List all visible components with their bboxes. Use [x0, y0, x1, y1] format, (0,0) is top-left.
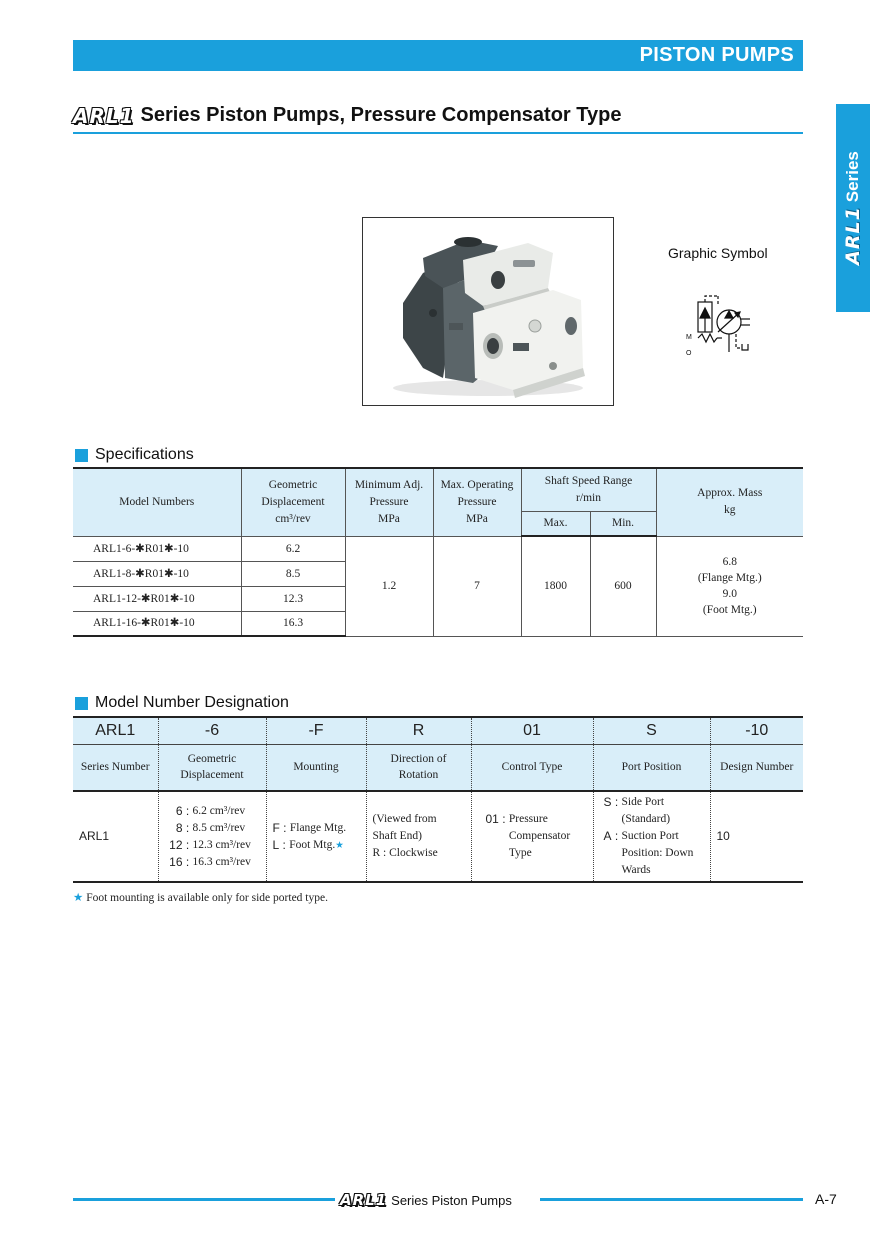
footnote [73, 890, 328, 904]
list-item: 8 : 8.5 cm³/rev [175, 820, 246, 835]
col-min-pressure-unit: MPa [378, 512, 400, 525]
list-item: S : Side Port (Standard) [603, 795, 671, 825]
side-tab-text [836, 104, 870, 312]
side-tab-series: Series [843, 151, 862, 203]
col-shaft-speed [521, 468, 656, 511]
head-displacement [158, 744, 266, 791]
mass-foot-label: (Foot Mtg.) [702, 604, 757, 616]
design-value: 10 [710, 791, 803, 882]
header-title: PISTON PUMPS [639, 44, 794, 66]
head-rotation-line1: Direction of [390, 753, 447, 766]
footnote-text: Foot mounting is available only for side ported type. [86, 892, 328, 904]
head-series: Series Number [73, 744, 158, 791]
graphic-symbol-label: Graphic Symbol [668, 245, 768, 261]
code-control: 01 [471, 717, 593, 744]
col-speed-min: Min. [590, 511, 656, 536]
title-logo: ARL1 [73, 104, 135, 128]
series-value: ARL1 [73, 791, 158, 882]
head-mounting: Mounting [266, 744, 366, 791]
col-min-pressure [345, 468, 433, 536]
page-footer [73, 1192, 803, 1208]
col-shaft-speed-unit: r/min [576, 491, 601, 504]
star-icon: ★ [335, 839, 344, 851]
cell-min-pressure: 1.2 [345, 536, 433, 636]
head-rotation-line2: Rotation [398, 769, 439, 782]
cell-displacement: 12.3 [241, 586, 345, 611]
col-speed-max: Max. [521, 511, 590, 536]
col-mass-unit: kg [724, 504, 736, 517]
body-row [73, 791, 803, 882]
cell-displacement: 6.2 [241, 536, 345, 561]
rotation-code-line: R : Clockwise [372, 847, 438, 859]
model-designation-table [73, 716, 803, 883]
footer-line-right [540, 1198, 803, 1201]
footer-center [340, 1191, 512, 1209]
section-square-icon [75, 449, 88, 462]
mass-flange-label: (Flange Mtg.) [697, 572, 762, 584]
cell-model: ARL1-12-✱R01✱-10 [73, 586, 241, 611]
code-design: -10 [710, 717, 803, 744]
specifications-heading-text: Specifications [95, 446, 194, 463]
col-displacement-line2: Displacement [261, 495, 325, 508]
col-max-pressure-unit: MPa [466, 512, 488, 525]
head-displacement-line1: Geometric [187, 753, 237, 766]
symbol-port-m: M [686, 334, 692, 341]
code-series: ARL1 [73, 717, 158, 744]
cell-max-pressure: 7 [433, 536, 521, 636]
cell-model: ARL1-16-✱R01✱-10 [73, 611, 241, 636]
cell-model: ARL1-8-✱R01✱-10 [73, 561, 241, 586]
header-row [73, 744, 803, 791]
col-displacement-line1: Geometric [268, 478, 318, 491]
code-displacement: -6 [158, 717, 266, 744]
mounting-options [266, 791, 366, 882]
col-mass [656, 468, 803, 536]
star-icon: ★ [73, 890, 84, 904]
cell-displacement: 8.5 [241, 561, 345, 586]
cell-model: ARL1-6-✱R01✱-10 [73, 536, 241, 561]
rotation-note-line2: Shaft End) [372, 830, 423, 842]
page-title-row [73, 104, 803, 134]
col-displacement [241, 468, 345, 536]
list-item: A : Suction Port Position: Down Wards [603, 829, 694, 876]
col-model-numbers: Model Numbers [73, 468, 241, 536]
footer-line-left [73, 1198, 335, 1201]
footer-text: Series Piston Pumps [391, 1192, 512, 1208]
list-item: 6 : 6.2 cm³/rev [175, 803, 246, 818]
code-port: S [593, 717, 710, 744]
col-displacement-unit: cm³/rev [275, 512, 311, 525]
col-mass-line1: Approx. Mass [697, 487, 763, 500]
mass-foot-value: 9.0 [722, 588, 737, 600]
code-mounting: -F [266, 717, 366, 744]
side-tab [836, 104, 870, 312]
cell-speed-max: 1800 [521, 536, 590, 636]
header-band [73, 40, 803, 71]
symbol-port-o: O [686, 350, 692, 357]
specifications-table [73, 467, 803, 637]
product-photo [362, 217, 614, 406]
model-designation-heading-text: Model Number Designation [95, 694, 289, 711]
col-min-pressure-line1: Minimum Adj. [354, 478, 424, 491]
cell-speed-min: 600 [590, 536, 656, 636]
col-max-pressure-line1: Max. Operating [440, 478, 514, 491]
control-option: 01 : Pressure Compensator Type [471, 791, 593, 882]
rotation-option [366, 791, 471, 882]
specifications-heading [75, 446, 194, 464]
head-port: Port Position [593, 744, 710, 791]
section-square-icon [75, 697, 88, 710]
col-shaft-speed-line1: Shaft Speed Range [544, 474, 633, 487]
code-row [73, 717, 803, 744]
displacement-options [158, 791, 266, 882]
page-title: Series Piston Pumps, Pressure Compensator Type [140, 104, 622, 126]
list-item: 12 : 12.3 cm³/rev [169, 837, 251, 852]
code-rotation: R [366, 717, 471, 744]
side-tab-logo: ARL1 [842, 206, 864, 265]
head-design: Design Number [710, 744, 803, 791]
head-rotation [366, 744, 471, 791]
page-number: A-7 [815, 1191, 837, 1207]
model-designation-heading [75, 694, 289, 712]
table-row [73, 536, 803, 561]
list-item: L : Foot Mtg. ★ [272, 837, 344, 852]
col-max-pressure-line2: Pressure [457, 495, 497, 508]
port-options [593, 791, 710, 882]
rotation-note-line1: (Viewed from [372, 813, 437, 825]
pump-illustration [363, 218, 613, 405]
mass-flange-value: 6.8 [722, 556, 737, 568]
col-max-pressure [433, 468, 521, 536]
hydraulic-symbol [680, 292, 760, 358]
col-min-pressure-line2: Pressure [369, 495, 409, 508]
footer-logo: ARL1 [340, 1191, 388, 1209]
head-displacement-line2: Displacement [180, 769, 244, 782]
list-item: F : Flange Mtg. [272, 820, 347, 835]
cell-displacement: 16.3 [241, 611, 345, 636]
head-control: Control Type [471, 744, 593, 791]
list-item: 16 : 16.3 cm³/rev [169, 854, 251, 869]
cell-mass [656, 536, 803, 636]
